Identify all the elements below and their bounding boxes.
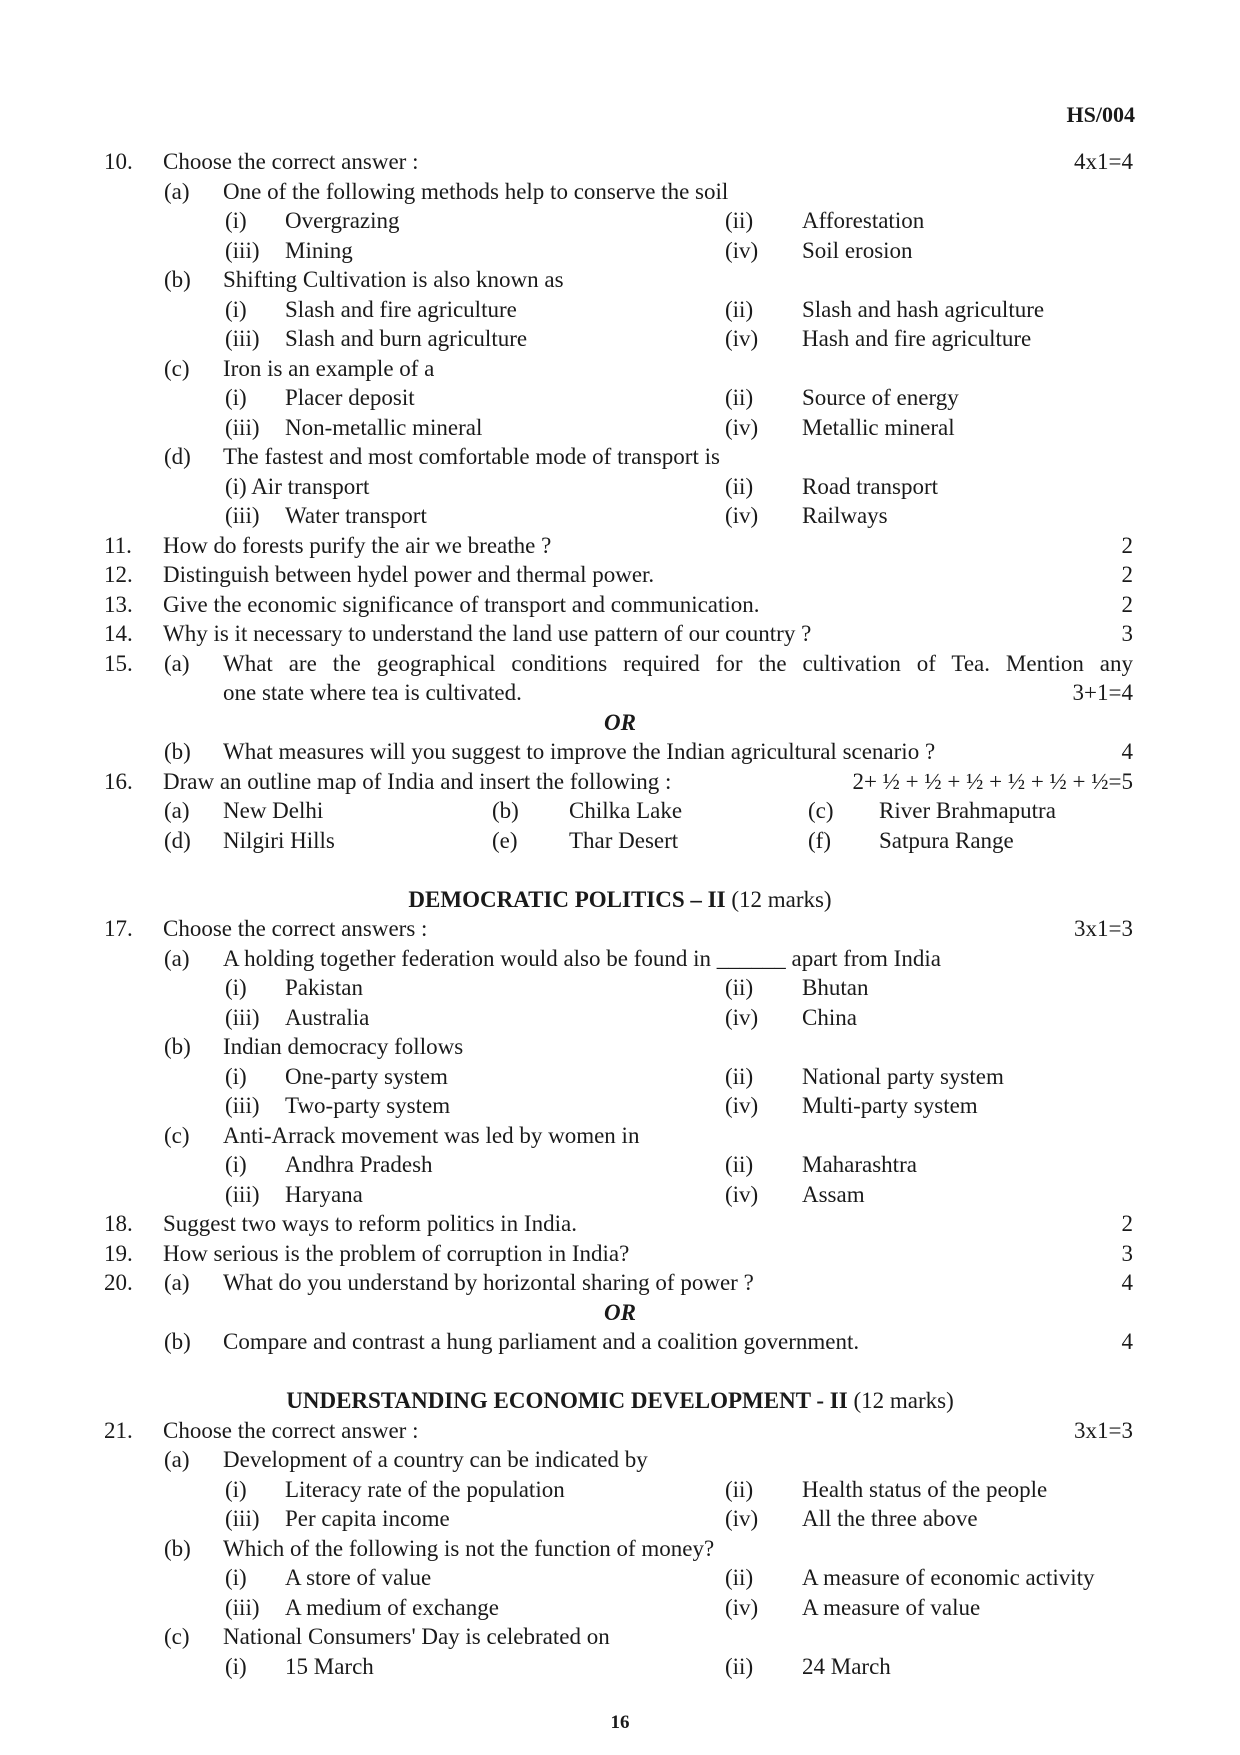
option-text: Road transport [802, 473, 939, 499]
question-number: 19. [104, 1240, 133, 1266]
option-text: Maharashtra [802, 1152, 917, 1177]
question-number: 15. [104, 650, 133, 676]
option-label: (ii) [725, 1476, 754, 1502]
marks: 2 [1121, 532, 1133, 558]
options-line [0, 383, 1240, 413]
question-text: Choose the correct answer : [163, 1417, 419, 1443]
marks: 4x1=4 [1074, 149, 1133, 174]
option-text: Soil erosion [802, 237, 913, 263]
options-line [0, 1091, 1240, 1121]
option-label: (iii) [225, 326, 260, 351]
option-text: Slash and fire agriculture [285, 296, 517, 322]
or-label: OR [604, 1299, 636, 1325]
sub-question-label: (a) [164, 945, 190, 971]
marks: 3 [1121, 1240, 1133, 1266]
options-line [0, 236, 1240, 266]
question-text: Why is it necessary to understand the land use pattern of our country ? [163, 621, 812, 646]
map-items-line [0, 796, 1240, 826]
map-item-text: Chilka Lake [569, 798, 683, 823]
map-items-line [0, 826, 1240, 856]
sub-question-line [0, 1445, 1240, 1475]
options-line [0, 1003, 1240, 1033]
option-label: (i) [225, 208, 247, 233]
option-label: (ii) [725, 296, 754, 322]
marks: 3x1=3 [1074, 916, 1133, 941]
or-divider [0, 1298, 1240, 1328]
marks: 2 [1121, 562, 1133, 587]
option-label: (iv) [725, 237, 759, 263]
sub-question-text: Iron is an example of a [223, 355, 435, 381]
question-text: Draw an outline map of India and insert the following : [163, 768, 672, 794]
option-text: A store of value [285, 1565, 432, 1590]
option-text: Slash and burn agriculture [285, 326, 528, 351]
option-label: (iv) [725, 1506, 759, 1531]
sub-question-label: (b) [164, 267, 191, 292]
options-line [0, 472, 1240, 502]
sub-question-text: A holding together federation would also be found in ______ apart from India [223, 945, 941, 971]
sub-question-line [0, 265, 1240, 295]
spacer [0, 1357, 1240, 1387]
question-line [0, 767, 1240, 797]
sub-question-text: Development of a country can be indicated by [223, 1447, 648, 1472]
options-line [0, 1504, 1240, 1534]
option-label: (ii) [725, 473, 754, 499]
sub-question-label: (b) [164, 1535, 191, 1561]
option-label: (ii) [725, 1653, 754, 1679]
sub-question-label: (a) [164, 178, 190, 204]
sub-question-text: Indian democracy follows [223, 1034, 464, 1059]
option-text: Australia [285, 1004, 370, 1030]
sub-question-text: What are the geographical conditions required for the cultivation of Tea. Mention any [223, 650, 1133, 676]
option-label: (i) [225, 1063, 247, 1089]
option-label: (iv) [725, 1181, 759, 1207]
sub-question-text: The fastest and most comfortable mode of transport is [223, 444, 720, 469]
section-heading [0, 885, 1240, 915]
option-label: (iii) [225, 1506, 260, 1531]
question-number: 17. [104, 916, 133, 941]
option-text: A measure of economic activity [802, 1565, 1095, 1590]
option-label: (iii) [225, 237, 260, 263]
or-label: OR [604, 709, 636, 735]
sub-question-label: (b) [164, 739, 191, 764]
option-text: Afforestation [802, 208, 925, 233]
map-item-label: (f) [808, 827, 831, 853]
sub-question-line [0, 1622, 1240, 1652]
option-text: Railways [802, 503, 888, 528]
option-label: (i) [225, 296, 247, 322]
option-label: (iv) [725, 1004, 759, 1030]
sub-question-label: (a) [164, 650, 190, 676]
question-text: Suggest two ways to reform politics in India. [163, 1211, 577, 1236]
question-line [0, 560, 1240, 590]
sub-question-text: What do you understand by horizontal sharing of power ? [223, 1270, 754, 1295]
option-label: (iv) [725, 1093, 759, 1118]
sub-question-text: Anti-Arrack movement was led by women in [223, 1122, 640, 1148]
question-text: How serious is the problem of corruption in India? [163, 1240, 630, 1266]
sub-question-label: (b) [164, 1034, 191, 1059]
question-line [0, 619, 1240, 649]
map-item-label: (b) [492, 798, 519, 823]
sub-question-line [0, 354, 1240, 384]
sub-question-line [0, 944, 1240, 974]
option-label: (iv) [725, 503, 759, 528]
sub-question-label: (c) [164, 355, 190, 381]
options-line [0, 1563, 1240, 1593]
option-label: (iii) [225, 1004, 260, 1030]
marks: 2+ ½ + ½ + ½ + ½ + ½ + ½=5 [852, 768, 1133, 794]
section-title [0, 1386, 1240, 1416]
option-text: Andhra Pradesh [285, 1152, 433, 1177]
options-line [0, 1475, 1240, 1505]
options-line [0, 1150, 1240, 1180]
sub-question-label: (c) [164, 1624, 190, 1649]
options-line [0, 413, 1240, 443]
option-text: Multi-party system [802, 1093, 978, 1118]
map-item-text: Nilgiri Hills [223, 827, 335, 853]
question-number: 12. [104, 562, 133, 587]
sub-question-line [0, 1032, 1240, 1062]
question-number: 11. [104, 532, 132, 558]
option-text: Health status of the people [802, 1476, 1048, 1502]
sub-question-text: National Consumers' Day is celebrated on [223, 1624, 610, 1649]
question-line [0, 590, 1240, 620]
option-text: A measure of value [802, 1594, 981, 1620]
sub-question-line [0, 678, 1240, 708]
option-text: Two-party system [285, 1093, 451, 1118]
sub-question-text: one state where tea is cultivated. [223, 680, 522, 705]
spacer [0, 855, 1240, 885]
option-text: 15 March [285, 1653, 374, 1679]
paper-code: HS/004 [1066, 102, 1135, 127]
option-label: (i) [225, 385, 247, 410]
section-heading [0, 1386, 1240, 1416]
option-label: (i) [225, 975, 247, 1000]
options-line [0, 1652, 1240, 1682]
question-number: 14. [104, 621, 133, 646]
option-text: Placer deposit [285, 385, 415, 410]
question-line [0, 147, 1240, 177]
question-text: How do forests purify the air we breathe ? [163, 532, 552, 558]
option-label: (ii) [725, 385, 754, 410]
sub-question-label: (b) [164, 1329, 191, 1354]
option-label: (i) [225, 1476, 247, 1502]
marks: 4 [1121, 739, 1133, 764]
option-label: (i) [225, 1152, 247, 1177]
option-text: Metallic mineral [802, 414, 955, 440]
sub-question-text: Shifting Cultivation is also known as [223, 267, 564, 292]
map-item-text: River Brahmaputra [879, 798, 1056, 823]
option-label: (ii) [725, 208, 754, 233]
option-label: (ii) [725, 1565, 754, 1590]
question-line [0, 1209, 1240, 1239]
option-label: (iii) [225, 1093, 260, 1118]
marks: 2 [1121, 1211, 1133, 1236]
map-item-label: (a) [164, 798, 190, 823]
option-label: (iii) [225, 1594, 260, 1620]
section-title [0, 885, 1240, 915]
section-name: DEMOCRATIC POLITICS – II [408, 886, 726, 912]
option-text: China [802, 1004, 857, 1030]
question-text: Give the economic significance of transport and communication. [163, 591, 760, 617]
option-text: Overgrazing [285, 208, 400, 233]
option-label: (iv) [725, 1594, 759, 1620]
options-line [0, 501, 1240, 531]
sub-question-line [0, 442, 1240, 472]
question-number: 13. [104, 591, 133, 617]
question-list [0, 147, 1240, 1681]
map-item-text: New Delhi [223, 798, 324, 823]
option-label: (iii) [225, 503, 260, 528]
sub-question-line [0, 1534, 1240, 1564]
option-text: Hash and fire agriculture [802, 326, 1032, 351]
map-item-text: Satpura Range [879, 827, 1014, 853]
section-marks: (12 marks) [847, 1388, 954, 1413]
sub-question-label: (a) [164, 1270, 190, 1295]
sub-question-line [0, 177, 1240, 207]
question-text: Choose the correct answers : [163, 916, 428, 941]
option-text: Pakistan [285, 975, 363, 1000]
option-text: Assam [802, 1181, 865, 1207]
option-text: Haryana [285, 1181, 363, 1207]
question-line [0, 531, 1240, 561]
option-label: (i) [225, 1565, 247, 1590]
option-label: (ii) [725, 1152, 754, 1177]
sub-question-label: (c) [164, 1122, 190, 1148]
option-label: (iii) [225, 1181, 260, 1207]
question-number: 10. [104, 149, 133, 174]
option-label: (ii) [725, 1063, 754, 1089]
or-divider [0, 708, 1240, 738]
sub-question-label: (a) [164, 1447, 190, 1472]
option-text: Mining [285, 237, 353, 263]
map-item-label: (c) [808, 798, 834, 823]
question-number: 21. [104, 1417, 133, 1443]
option-text: One-party system [285, 1063, 448, 1089]
question-line [0, 1239, 1240, 1269]
options-line [0, 973, 1240, 1003]
options-line [0, 1062, 1240, 1092]
option-text: Literacy rate of the population [285, 1476, 565, 1502]
option-label: (ii) [725, 975, 754, 1000]
option-text: Bhutan [802, 975, 869, 1000]
sub-question-line [0, 737, 1240, 767]
option-text: A medium of exchange [285, 1594, 499, 1620]
question-line [0, 1268, 1240, 1298]
option-text: All the three above [802, 1506, 978, 1531]
question-number: 18. [104, 1211, 133, 1236]
option-text: Source of energy [802, 385, 959, 410]
sub-question-text: What measures will you suggest to improve the Indian agricultural scenario ? [223, 739, 936, 764]
option-text: Slash and hash agriculture [802, 296, 1045, 322]
option-text: Water transport [285, 503, 427, 528]
marks: 3+1=4 [1072, 680, 1133, 705]
sub-question-text: Compare and contrast a hung parliament and a coalition government. [223, 1329, 860, 1354]
option-label: (iv) [725, 414, 759, 440]
section-name: UNDERSTANDING ECONOMIC DEVELOPMENT - II [286, 1388, 848, 1413]
options-line [0, 206, 1240, 236]
marks: 4 [1121, 1329, 1133, 1354]
sub-question-line [0, 1121, 1240, 1151]
sub-question-text: One of the following methods help to conserve the soil [223, 178, 729, 204]
map-item-label: (e) [492, 827, 518, 853]
question-text: Distinguish between hydel power and thermal power. [163, 562, 655, 587]
option-text: 24 March [802, 1653, 891, 1679]
option-label: (i) [225, 1653, 247, 1679]
question-text: Choose the correct answer : [163, 149, 419, 174]
map-item-label: (d) [164, 827, 191, 853]
question-line [0, 1416, 1240, 1446]
options-line [0, 1180, 1240, 1210]
option-text: Per capita income [285, 1506, 450, 1531]
option-label: (i) Air transport [225, 473, 370, 499]
option-text: Non-metallic mineral [285, 414, 483, 440]
map-item-text: Thar Desert [569, 827, 679, 853]
sub-question-line [0, 1327, 1240, 1357]
page-number: 16 [610, 1712, 630, 1733]
question-number: 20. [104, 1270, 133, 1295]
marks: 3 [1121, 621, 1133, 646]
marks: 4 [1121, 1270, 1133, 1295]
question-number: 16. [104, 768, 133, 794]
option-label: (iii) [225, 414, 260, 440]
options-line [0, 324, 1240, 354]
section-marks: (12 marks) [725, 886, 832, 912]
option-label: (iv) [725, 326, 759, 351]
options-line [0, 295, 1240, 325]
question-line [0, 649, 1240, 679]
question-line [0, 914, 1240, 944]
option-text: National party system [802, 1063, 1004, 1089]
marks: 3x1=3 [1074, 1417, 1133, 1443]
options-line [0, 1593, 1240, 1623]
marks: 2 [1121, 591, 1133, 617]
sub-question-text: Which of the following is not the function of money? [223, 1535, 715, 1561]
sub-question-label: (d) [164, 444, 191, 469]
